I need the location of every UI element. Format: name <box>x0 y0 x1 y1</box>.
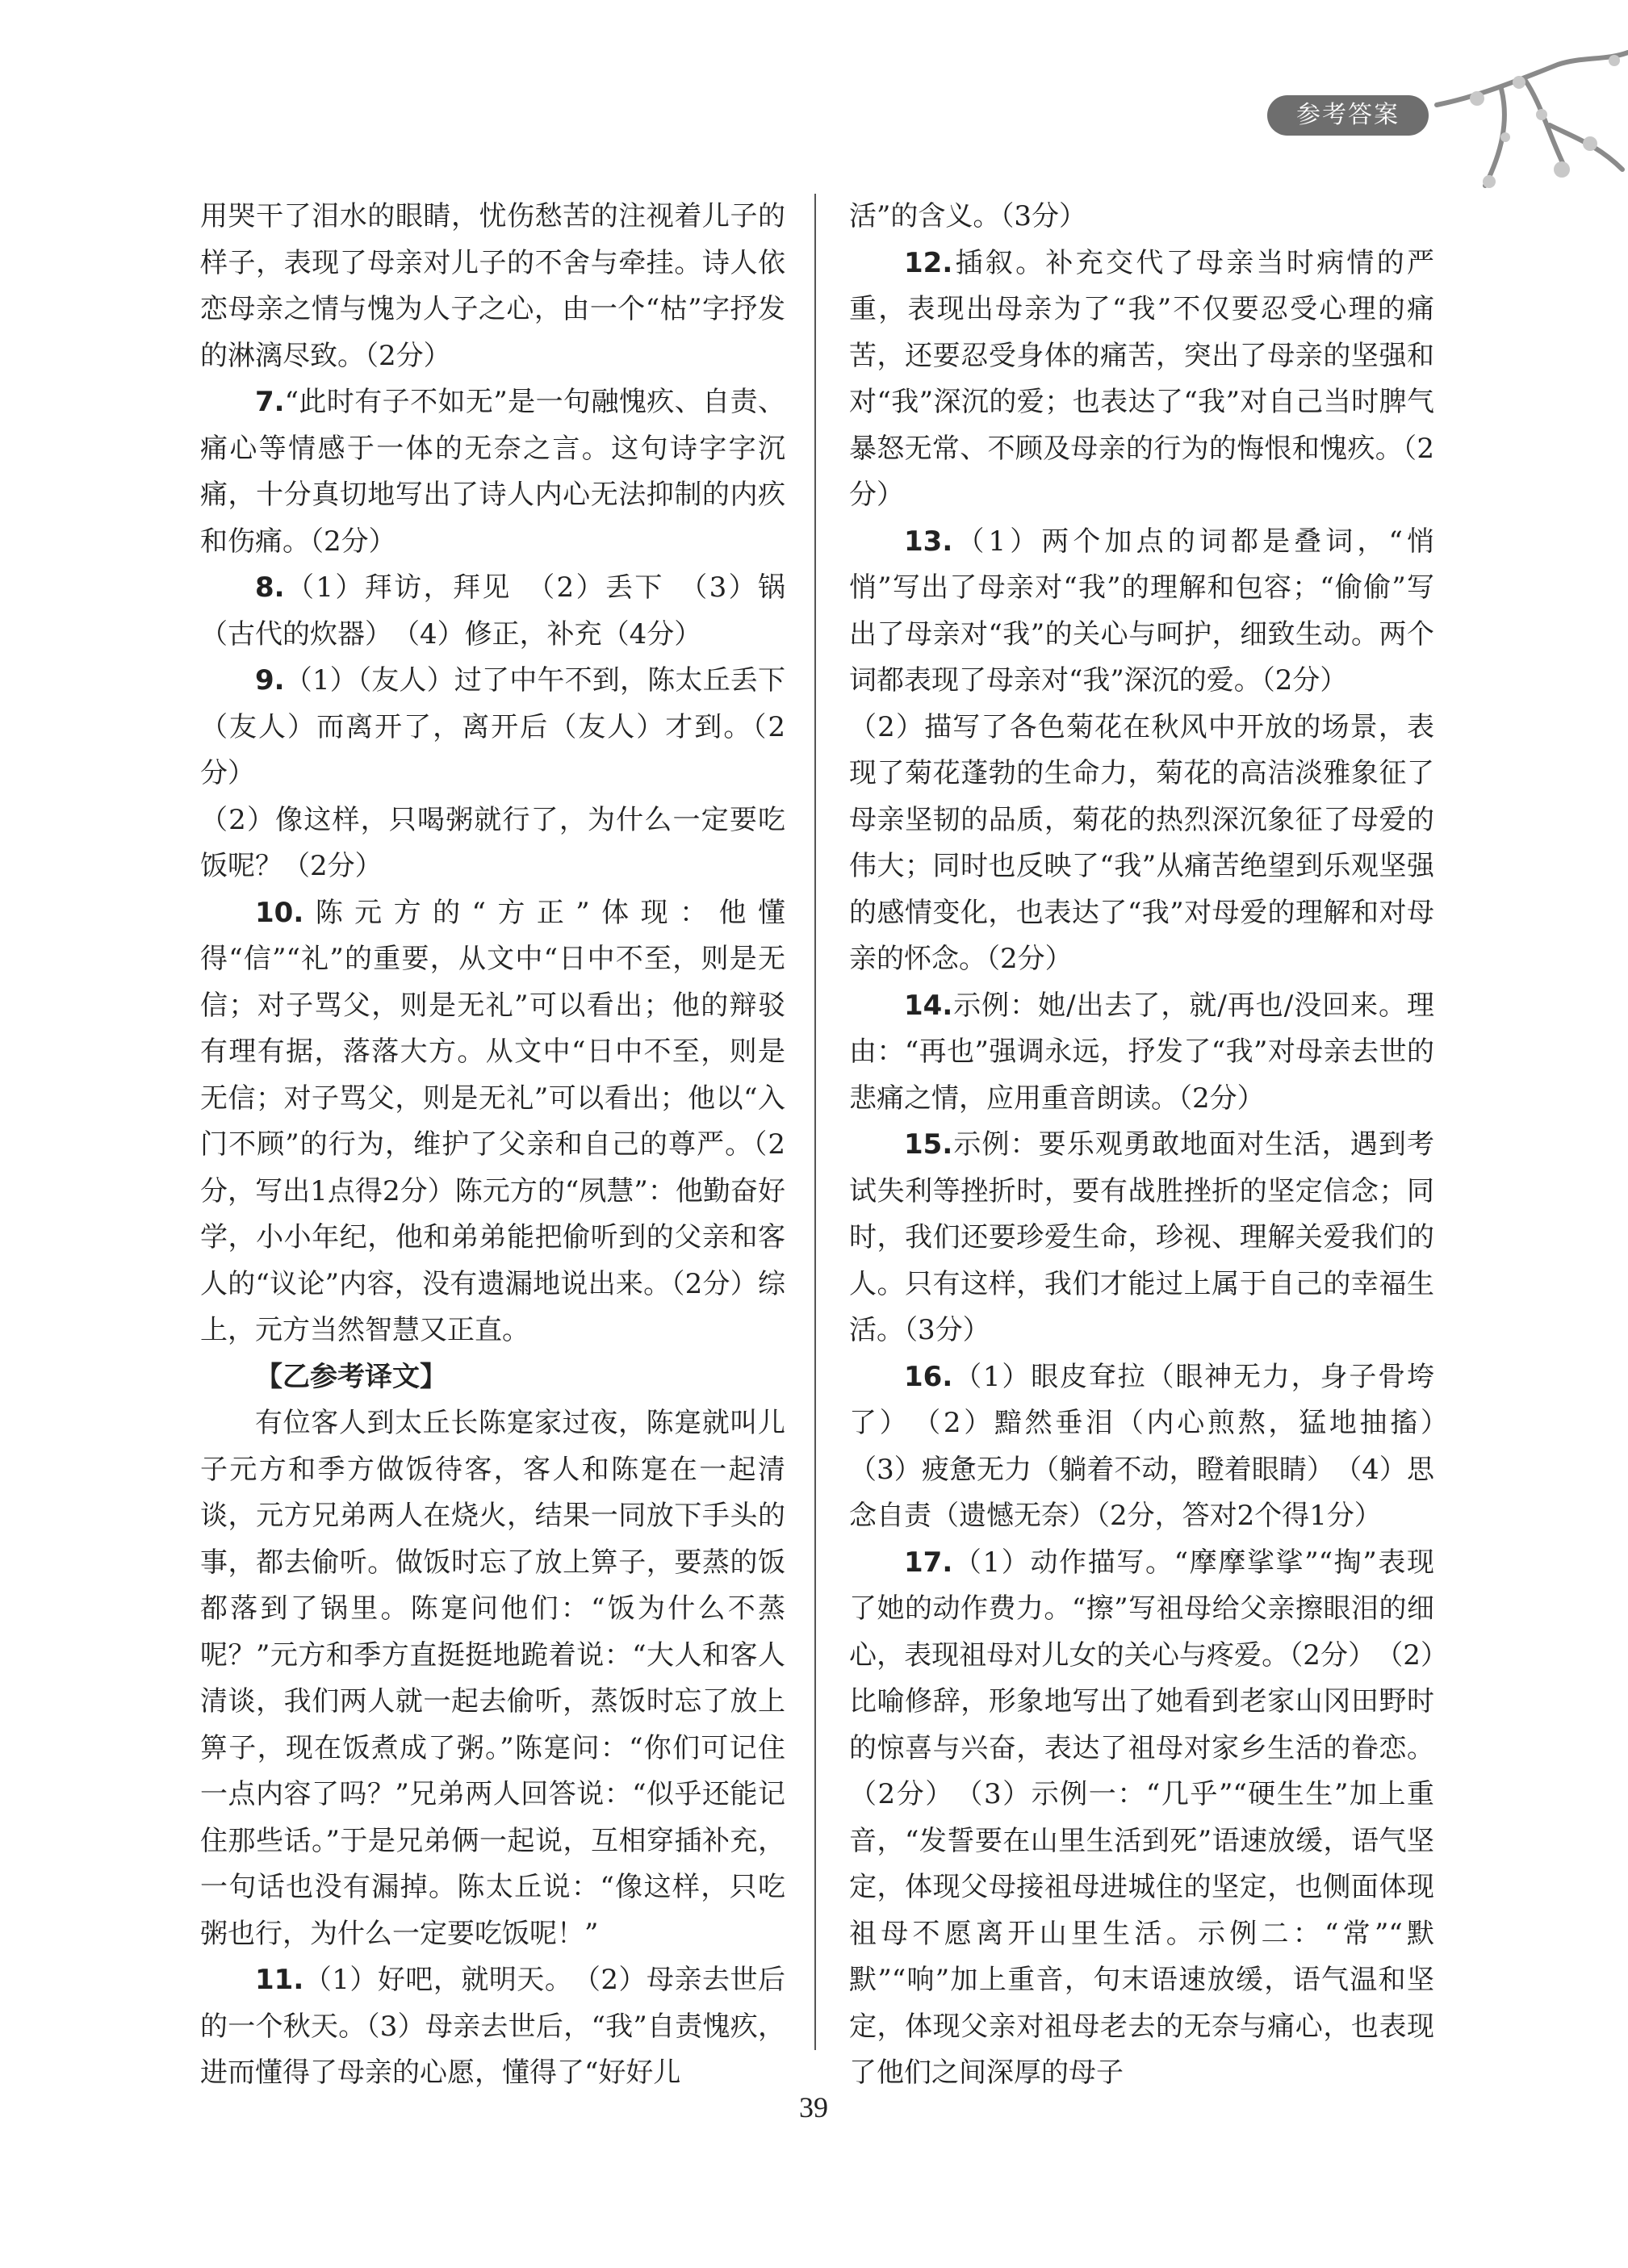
answer-10-number: 10. <box>255 896 304 929</box>
answer-11-text: （1）好吧，就明天。 （2）母亲去世后的一个秋天。（3）母亲去世后，“我”自责愧疚，进而懂得了母亲的心愿，懂得了“好好儿 <box>200 1964 785 2089</box>
answer-12-number: 12. <box>904 246 953 279</box>
answer-16-text: （1）眼皮耷拉（眼神无力，身子骨垮了） （2）黯然垂泪（内心煎熬，猛地抽搐） （3）疲惫无力（躺着不动，瞪着眼睛） （4）思念自责（遗憾无奈）（2分，答对2个得1分） <box>849 1360 1462 1532</box>
continued-paragraph: 用哭干了泪水的眼睛，忧伤愁苦的注视着儿子的样子，表现了母亲对儿子的不舍与牵挂。诗人依恋母亲之情与愧为人子之心，由一个“枯”字抒发的淋漓尽致。（2分） <box>200 200 785 372</box>
page-number: 39 <box>799 2091 828 2124</box>
answer-9 <box>200 658 785 797</box>
left-column <box>200 194 785 2097</box>
continued-paragraph: 活”的含义。（3分） <box>849 200 1087 232</box>
answer-15-text: 示例：要乐观勇敢地面对生活，遇到考试失利等挫折时，要有战胜挫折的坚定信念；同时，我们还要珍爱生命，珍视、理解关爱我们的人。只有这样，我们才能过上属于自己的幸福生活。（3分） <box>849 1128 1434 1346</box>
answer-13-text-a: （1）两个加点的词都是叠词，“悄悄”写出了母亲对“我”的理解和包容；“偷偷”写出了母亲对“我”的关心与呵护，细致生动。两个词都表现了母亲对“我”深沉的爱。（2分） <box>849 525 1434 697</box>
answer-badge: 参考答案 <box>1267 95 1429 136</box>
answer-9-number: 9. <box>255 664 285 697</box>
answer-13 <box>849 519 1434 705</box>
answer-8-text: （1）拜访，拜见 （2）丢下 （3）锅（古代的炊器） （4）修正，补充（4分） <box>200 571 785 651</box>
translation-text: 有位客人到太丘长陈寔家过夜，陈寔就叫儿子元方和季方做饭待客，客人和陈寔在一起清谈，元方兄弟两人在烧火，结果一同放下手头的事，都去偷听。做饭时忘了放上箅子，要蒸的饭都落到了锅里。陈寔问他们：“饭为什么不蒸呢？”元方和季方直挺挺地跪着说：“大人和客人清谈，我们两人就一起去偷听，蒸饭时忘了放上箅子，现在饭煮成了粥。”陈寔问：“你们可记住一点内容了吗？”兄弟两人回答说：“似乎还能记住那些话。”于是兄弟俩一起说，互相穿插补充，一句话也没有漏掉。陈太丘说：“像这样，只吃粥也行，为什么一定要吃饭呢！” <box>200 1407 785 1950</box>
column-divider <box>814 194 816 2050</box>
answer-11 <box>200 1957 785 2097</box>
answer-8 <box>200 565 785 658</box>
answer-11-number: 11. <box>255 1964 304 1996</box>
right-column <box>849 194 1462 2097</box>
answer-9-part-2: （2）像这样，只喝粥就行了，为什么一定要吃饭呢？（2分） <box>200 803 785 882</box>
answer-17-number: 17. <box>904 1546 953 1579</box>
answer-8-number: 8. <box>255 571 285 604</box>
answer-16 <box>849 1354 1462 1540</box>
answer-17 <box>849 1540 1434 2097</box>
answer-7-text: “此时有子不如无”是一句融愧疚、自责、痛心等情感于一体的无奈之言。这句诗字字沉痛，十分真切地写出了诗人内心无法抑制的内疚和伤痛。（2分） <box>200 386 785 558</box>
answer-15 <box>849 1122 1434 1354</box>
answer-16-number: 16. <box>904 1360 953 1393</box>
answer-17-text: （1）动作描写。“摩摩挲挲”“掏”表现了她的动作费力。“擦”写祖母给父亲擦眼泪的细心，表现祖母对儿女的关心与疼爱。（2分） （2）比喻修辞，形象地写出了她看到老家山冈田野时的惊喜与兴奋，表达了祖母对家乡生活的眷恋。（2分） （3）示例一：“几乎”“硬生生”加上重音，“发誓要在山里生活到死”语速放缓，语气坚定，体现父母接祖母进城住的坚定，也侧面体现祖母不愿离开山里生活。示例二：“常”“默默”“响”加上重音，句末语速放缓，语气温和坚定，体现父亲对祖母老去的无奈与痛心，也表现了他们之间深厚的母子 <box>849 1546 1434 2089</box>
answer-12-text: 插叙。补充交代了母亲当时病情的严重，表现出母亲为了“我”不仅要忍受心理的痛苦，还要忍受身体的痛苦，突出了母亲的坚强和对“我”深沉的爱；也表达了“我”对自己当时脾气暴怒无常、不顾及母亲的行为的悔恨和愧疚。（2分） <box>849 246 1434 511</box>
plum-branch-decoration <box>1429 48 1628 202</box>
answer-9-text-a: （1）（友人）过了中午不到，陈太丘丢下（友人）而离开了，离开后（友人）才到。（2分） <box>200 664 785 789</box>
answer-13-number: 13. <box>904 525 953 558</box>
section-title: 【乙参考译文】 <box>255 1360 447 1393</box>
answer-14 <box>849 983 1434 1123</box>
answer-7-number: 7. <box>255 386 285 418</box>
answer-14-number: 14. <box>904 989 953 1022</box>
answer-13-part-2: （2）描写了各色菊花在秋风中开放的场景，表现了菊花蓬勃的生命力，菊花的高洁淡雅象征了母亲坚韧的品质，菊花的热烈深沉象征了母爱的伟大；同时也反映了“我”从痛苦绝望到乐观坚强的感情变化，也表达了“我”对母爱的理解和对母亲的怀念。（2分） <box>849 710 1434 975</box>
answer-10-text: 陈元方的“方正”体现：他懂得“信”“礼”的重要，从文中“日中不至，则是无信；对子骂父，则是无礼”可以看出；他的辩驳有理有据，落落大方。从文中“日中不至，则是无信；对子骂父，则是无礼”可以看出；他以“入门不顾”的行为，维护了父亲和自己的尊严。（2分，写出1点得2分）陈元方的“夙慧”：他勤奋好学，小小年纪，他和弟弟能把偷听到的父亲和客人的“议论”内容，没有遗漏地说出来。（2分）综上，元方当然智慧又正直。 <box>200 896 785 1346</box>
answer-12 <box>849 241 1434 519</box>
answer-15-number: 15. <box>904 1128 953 1161</box>
answer-14-text: 示例：她/出去了，就/再也/没回来。理由：“再也”强调永远，抒发了“我”对母亲去世的悲痛之情，应用重音朗读。（2分） <box>849 989 1434 1115</box>
answer-7 <box>200 379 785 565</box>
answer-10 <box>200 890 785 1354</box>
